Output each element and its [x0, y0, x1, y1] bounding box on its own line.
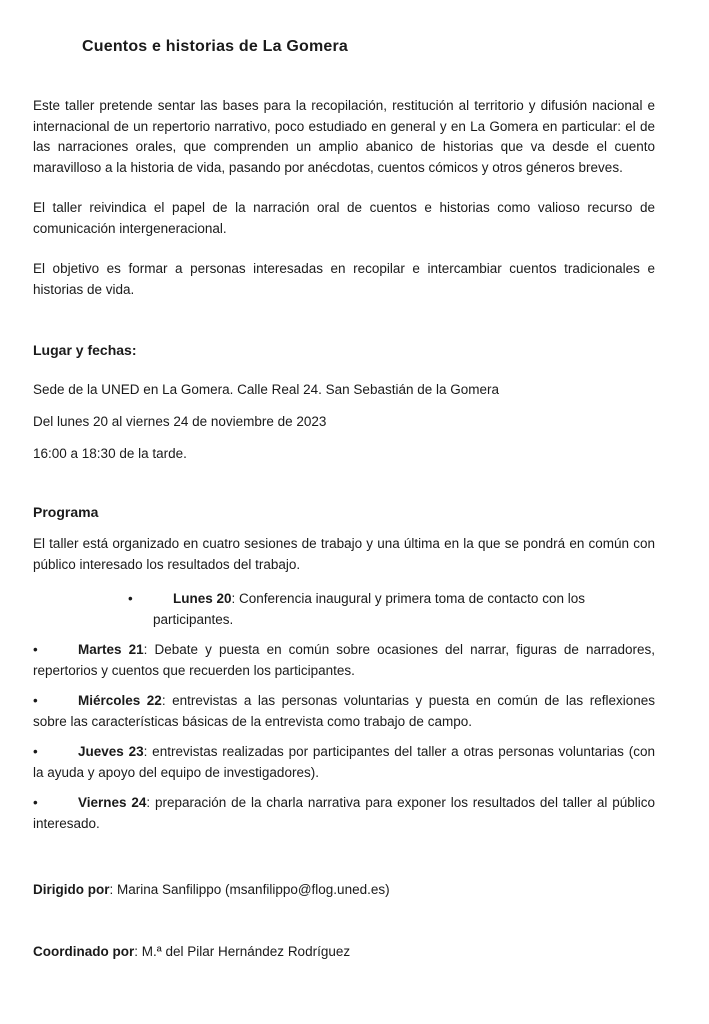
- day-label: Jueves 23: [78, 744, 144, 759]
- program-bullet-tuesday: [33, 640, 655, 681]
- bullet-text: : Conferencia inaugural y primera toma de contacto con los participantes.: [153, 591, 585, 627]
- bullet-icon: •: [128, 591, 133, 606]
- location-dates-line: Del lunes 20 al viernes 24 de noviembre de 2023: [33, 414, 327, 429]
- program-bullet-thursday: [33, 742, 655, 783]
- intro-paragraph-1: Este taller pretende sentar las bases para la recopilación, restitución al territorio y difusión nacional e internacional de un repertorio narrativo, poco estudiado en general y en La Gomera en particular: el de las narraciones orales, que comprenden un amplio abanico de historias que va desde el cuento maravilloso a la historia de vida, pasando por anécdotas, cuentos cómicos y otros géneros breves.: [33, 98, 655, 175]
- intro-paragraph-3: El objetivo es formar a personas interesadas en recopilar e intercambiar cuentos tradicionales e historias de vida.: [33, 261, 655, 297]
- coordinated-by-label: Coordinado por: [33, 944, 135, 959]
- program-intro: El taller está organizado en cuatro sesiones de trabajo y una última en la que se pondrá en común con público interesado los resultados del trabajo.: [33, 536, 655, 572]
- program-bullet-monday: [128, 589, 655, 630]
- day-label: Martes 21: [78, 642, 144, 657]
- directed-by-label: Dirigido por: [33, 882, 110, 897]
- day-label: Lunes 20: [173, 591, 232, 606]
- bullet-icon: •: [33, 744, 38, 759]
- program-bullet-wednesday: [33, 691, 655, 732]
- bullet-icon: •: [33, 795, 38, 810]
- bullet-text: : entrevistas a las personas voluntarias y puesta en común de las reflexiones sobre las características básicas de la entrevista como trabajo de campo.: [33, 693, 655, 729]
- bullet-text: : preparación de la charla narrativa para exponer los resultados del taller al público interesado.: [33, 795, 655, 831]
- location-venue-line: Sede de la UNED en La Gomera. Calle Real 24. San Sebastián de la Gomera: [33, 382, 500, 397]
- bullet-icon: •: [33, 642, 38, 657]
- section-heading-program: Programa: [33, 504, 99, 520]
- directed-by-value: : Marina Sanfilippo (msanfilippo@flog.uned.es): [109, 882, 390, 897]
- program-bullet-friday: [33, 793, 655, 834]
- day-label: Miércoles 22: [78, 693, 162, 708]
- page-title: Cuentos e historias de La Gomera: [82, 38, 349, 55]
- directed-by-line: [33, 880, 655, 900]
- section-heading-location: Lugar y fechas:: [33, 342, 137, 358]
- bullet-text: : Debate y puesta en común sobre ocasiones del narrar, figuras de narradores, repertorios y cuentos que recuerden los participantes.: [33, 642, 655, 678]
- bullet-icon: •: [33, 693, 38, 708]
- bullet-text: : entrevistas realizadas por participantes del taller a otras personas voluntarias (con la ayuda y apoyo del equipo de investigadores).: [33, 744, 655, 780]
- location-time-line: 16:00 a 18:30 de la tarde.: [33, 446, 187, 461]
- coordinated-by-value: : M.ª del Pilar Hernández Rodríguez: [134, 944, 351, 959]
- intro-paragraph-2: El taller reivindica el papel de la narración oral de cuentos e historias como valioso recurso de comunicación intergeneracional.: [33, 200, 655, 236]
- coordinated-by-line: [33, 942, 655, 962]
- day-label: Viernes 24: [78, 795, 147, 810]
